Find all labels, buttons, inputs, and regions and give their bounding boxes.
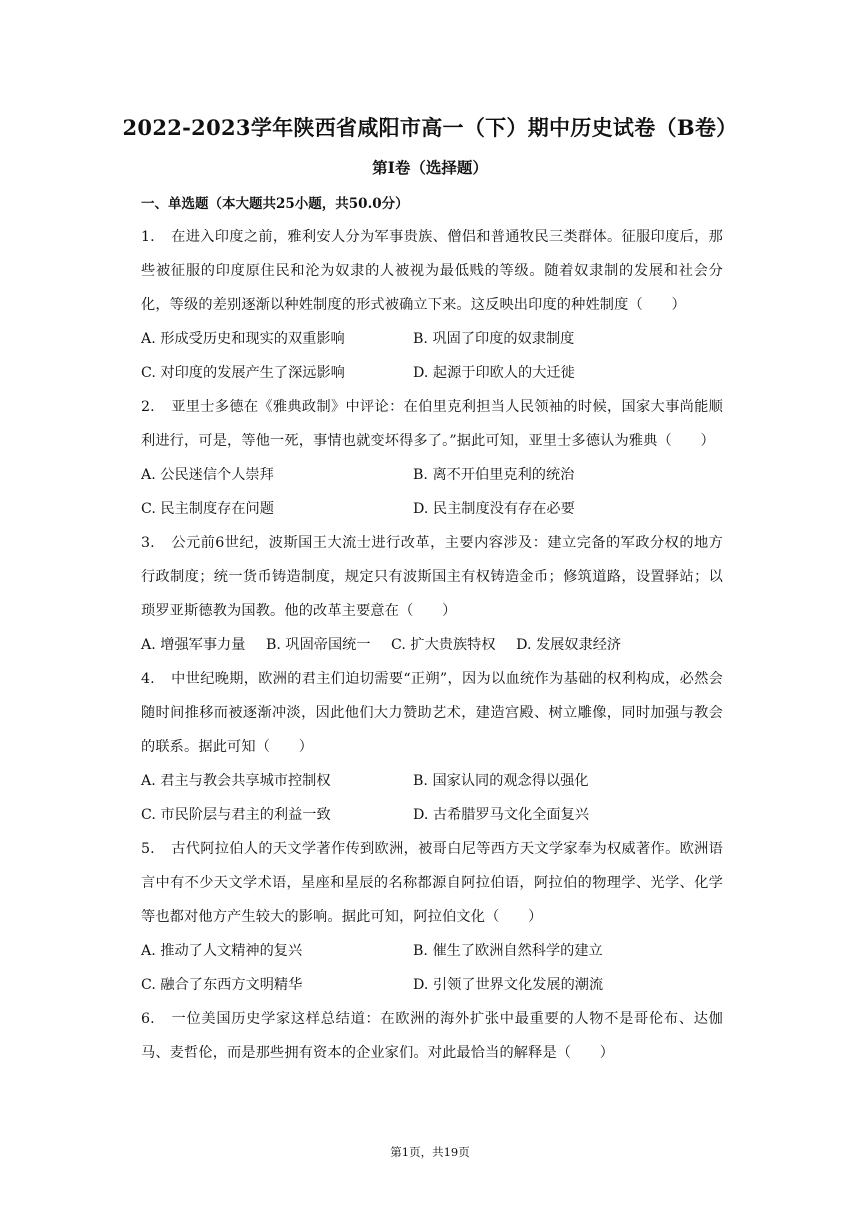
question-5 — [141, 832, 723, 1002]
option-text: 民主制度存在问题 — [160, 501, 274, 517]
option-text: 市民阶层与君主的利益一致 — [160, 807, 331, 823]
option-d[interactable] — [413, 492, 685, 526]
option-b[interactable] — [413, 934, 685, 968]
question-number: 1. — [141, 229, 155, 245]
option-letter: C. — [141, 807, 156, 823]
option-text: 增强军事力量 — [160, 637, 246, 653]
question-stem — [141, 220, 723, 322]
option-letter: D. — [413, 977, 429, 993]
option-text: 古希腊罗马文化全面复兴 — [432, 807, 589, 823]
question-4 — [141, 662, 723, 832]
option-text: 扩大贵族特权 — [410, 637, 496, 653]
question-3 — [141, 526, 723, 662]
option-list — [141, 934, 723, 1002]
option-list — [141, 764, 723, 832]
option-letter: B. — [413, 773, 428, 789]
option-letter: C. — [141, 365, 156, 381]
option-letter: D. — [516, 637, 532, 653]
option-d[interactable] — [413, 798, 685, 832]
option-text: 起源于印欧人的大迁徙 — [432, 365, 575, 381]
question-number: 3. — [141, 535, 155, 551]
question-number: 5. — [141, 841, 155, 857]
option-text: 巩固了印度的奴隶制度 — [432, 331, 575, 347]
option-text: 公民迷信个人崇拜 — [160, 467, 274, 483]
option-letter: A. — [141, 943, 156, 959]
option-a[interactable] — [141, 628, 245, 662]
question-text: 古代阿拉伯人的天文学著作传到欧洲，被哥白尼等西方天文学家奉为权威著作。欧洲语言中有不少天文学术语，星座和星辰的名称都源自阿拉伯语，阿拉伯的物理学、光学、化学等也都对他方产生较大的影响。据此可知，阿拉伯文化（ ） — [141, 841, 723, 925]
option-b[interactable] — [266, 628, 371, 662]
question-number: 2. — [141, 399, 155, 415]
option-letter: C. — [141, 977, 156, 993]
option-text: 民主制度没有存在必要 — [432, 501, 575, 517]
option-a[interactable] — [141, 934, 413, 968]
option-list — [141, 322, 723, 390]
question-stem — [141, 526, 723, 628]
option-text: 巩固帝国统一 — [285, 637, 371, 653]
option-text: 融合了东西方文明精华 — [160, 977, 303, 993]
question-text: 公元前6世纪，波斯国王大流士进行改革，主要内容涉及：建立完备的军政分权的地方行政制度；统一货币铸造制度，规定只有波斯国主有权铸造金币；修筑道路，设置驿站；以琐罗亚斯德教为国教。他的改革主要意在（ ） — [141, 535, 723, 619]
option-text: 对印度的发展产生了深远影响 — [160, 365, 345, 381]
option-letter: B. — [265, 637, 281, 653]
question-6 — [141, 1002, 723, 1070]
option-c[interactable] — [141, 492, 413, 526]
option-letter: B. — [413, 943, 428, 959]
option-list — [141, 628, 723, 662]
option-c[interactable] — [141, 968, 413, 1002]
option-text: 引领了世界文化发展的潮流 — [432, 977, 604, 993]
option-text: 离不开伯里克利的统治 — [432, 467, 575, 483]
option-letter: B. — [413, 467, 428, 483]
option-letter: D. — [413, 501, 429, 517]
option-a[interactable] — [141, 764, 413, 798]
question-2 — [141, 390, 723, 526]
page-footer: 第1页，共19页 — [390, 1145, 470, 1159]
option-c[interactable] — [141, 798, 413, 832]
option-a[interactable] — [141, 458, 413, 492]
option-letter: A. — [141, 637, 156, 653]
option-letter: B. — [413, 331, 428, 347]
option-letter: C. — [391, 637, 406, 653]
question-number: 6. — [141, 1011, 155, 1027]
option-text: 催生了欧洲自然科学的建立 — [432, 943, 603, 959]
question-1 — [141, 220, 723, 390]
option-d[interactable] — [413, 356, 685, 390]
option-text: 国家认同的观念得以强化 — [432, 773, 589, 789]
option-text: 形成受历史和现实的双重影响 — [160, 331, 345, 347]
page-title: 2022-2023学年陕西省咸阳市高一（下）期中历史试卷（B卷） — [122, 115, 738, 140]
option-letter: D. — [413, 807, 429, 823]
option-list — [141, 458, 723, 526]
option-d[interactable] — [516, 628, 621, 662]
option-a[interactable] — [141, 322, 413, 356]
question-text: 中世纪晚期，欧洲的君主们迫切需要“正朔”，因为以血统作为基础的权利构成，必然会随时间推移而被逐渐冲淡，因此他们大力赞助艺术，建造宫殿、树立雕像，同时加强与教会的联系。据此可知（ ） — [141, 671, 723, 755]
option-text: 君主与教会共享城市控制权 — [160, 773, 331, 789]
option-letter: D. — [413, 365, 429, 381]
section-heading: 一、单选题（本大题共25小题，共50.0分） — [141, 196, 409, 212]
option-d[interactable] — [413, 968, 685, 1002]
question-stem — [141, 832, 723, 934]
option-letter: C. — [141, 501, 156, 517]
question-stem — [141, 1002, 723, 1070]
option-text: 推动了人文精神的复兴 — [160, 943, 303, 959]
question-number: 4. — [141, 671, 155, 687]
part-subtitle: 第Ⅰ卷（选择题） — [372, 158, 488, 177]
option-text: 发展奴隶经济 — [535, 637, 622, 653]
option-c[interactable] — [391, 628, 496, 662]
option-b[interactable] — [413, 322, 685, 356]
question-stem — [141, 662, 723, 764]
question-text: 一位美国历史学家这样总结道：在欧洲的海外扩张中最重要的人物不是哥伦布、达伽马、麦哲伦，而是那些拥有资本的企业家们。对此最恰当的解释是（ ） — [141, 1011, 723, 1061]
question-text: 在进入印度之前，雅利安人分为军事贵族、僧侣和普通牧民三类群体。征服印度后，那些被征服的印度原住民和沦为奴隶的人被视为最低贱的等级。随着奴隶制的发展和社会分化，等级的差别逐渐以种姓制度的形式被确立下来。这反映出印度的种姓制度（ ） — [141, 229, 723, 313]
option-c[interactable] — [141, 356, 413, 390]
option-letter: A. — [141, 331, 156, 347]
option-letter: A. — [141, 773, 156, 789]
option-b[interactable] — [413, 764, 685, 798]
option-b[interactable] — [413, 458, 685, 492]
option-letter: A. — [141, 467, 156, 483]
question-list — [141, 220, 723, 1070]
question-stem — [141, 390, 723, 458]
question-text: 亚里士多德在《雅典政制》中评论：在伯里克利担当人民领袖的时候，国家大事尚能顺利进行，可是，等他一死，事情也就变坏得多了。”据此可知，亚里士多德认为雅典（ ） — [141, 399, 723, 449]
